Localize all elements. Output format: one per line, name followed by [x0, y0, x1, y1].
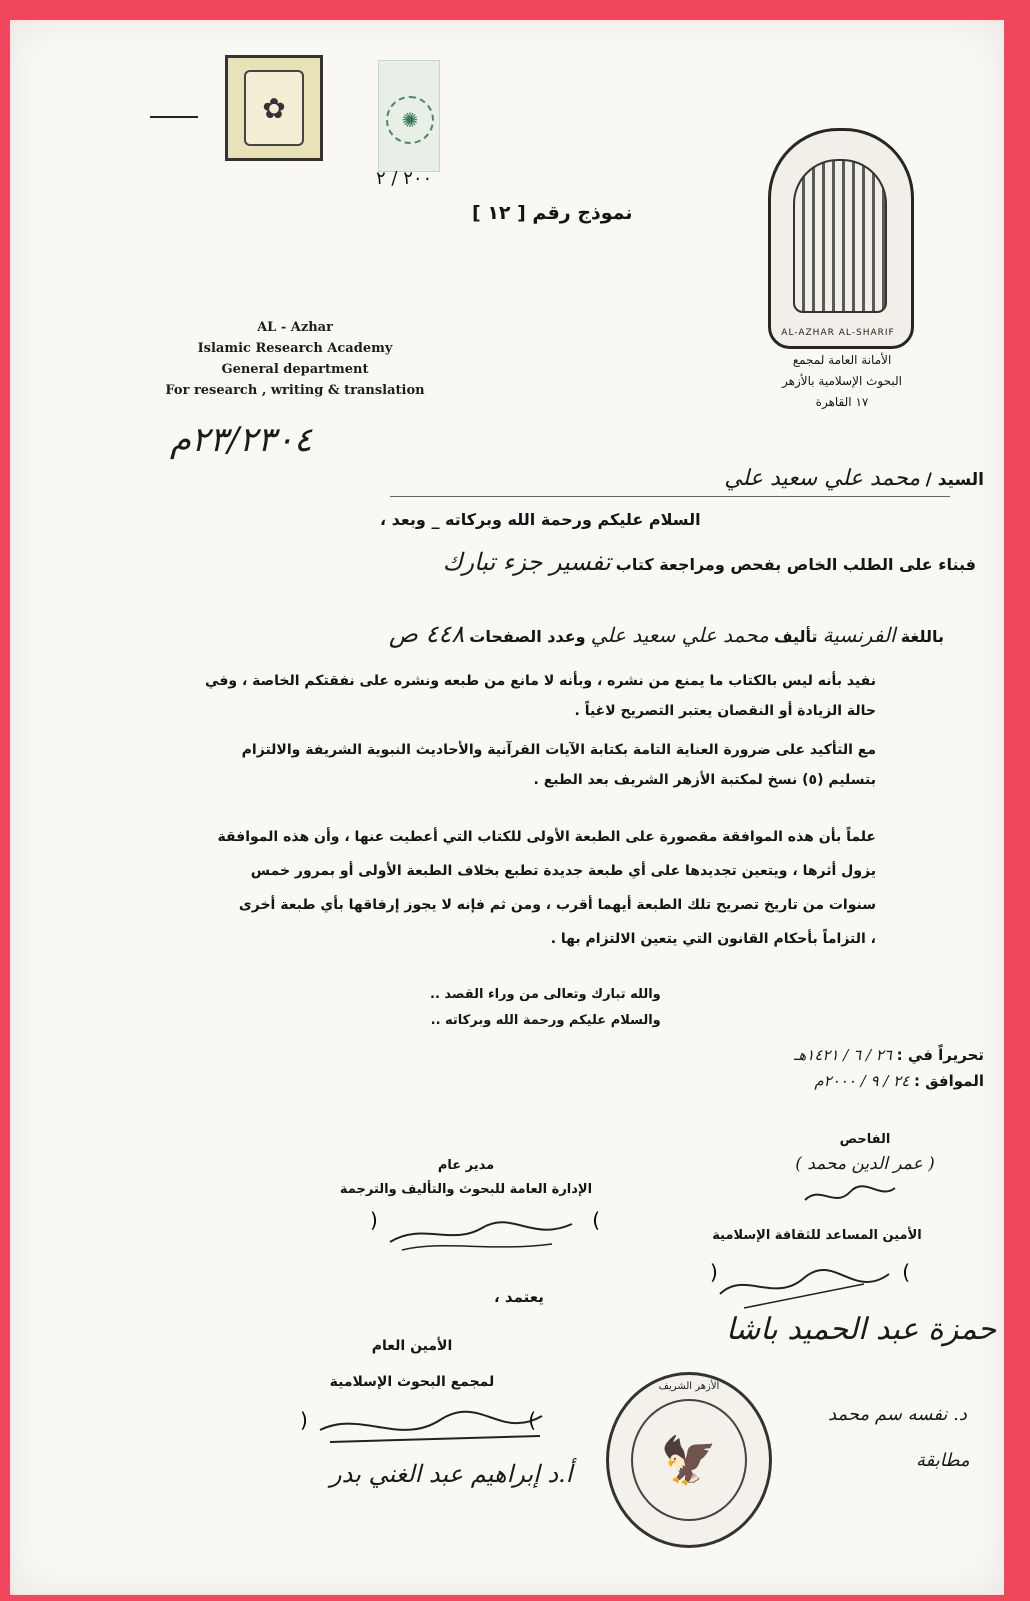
book-pages: ٤٤٨ ص — [388, 620, 465, 648]
closing: والله تبارك وتعالى من وراء القصد .. والسلام عليكم ورحمة الله وبركاته .. — [430, 987, 661, 1028]
gregorian-date: ٢٤ / ٩ / ٢٠٠٠م — [814, 1072, 910, 1090]
book-language: الفرنسية — [822, 623, 896, 647]
al-azhar-logo — [768, 128, 914, 349]
green-stamp — [378, 60, 440, 172]
body-line-2: باللغة الفرنسية تأليف محمد علي سعيد علي وعدد الصفحات ٤٤٨ ص — [388, 620, 944, 648]
stamp-emblem-icon: ✿ — [244, 70, 304, 146]
date-stamp: ٢٠٠ / ٢ — [376, 168, 433, 189]
body-line-1: فبناء على الطلب الخاص بفحص ومراجعة كتاب تفسير جزء تبارك — [442, 548, 976, 576]
assistant-handwritten-name: حمزة عبد الحميد باشا — [726, 1312, 997, 1347]
director-name-brackets: ) ( — [370, 1208, 600, 1232]
seal-text: الأزهر الشريف — [658, 1381, 720, 1392]
issue-dates: تحريراً في : ٢٦ / ٦ / ١٤٢١هـ الموافق : ٢٤ / ٩ / ٢٠٠٠م — [793, 1046, 984, 1090]
eagle-emblem-icon: 🦅 — [631, 1399, 747, 1521]
document-page — [10, 20, 1004, 1595]
reference-number: ٢٣/٢٣٠٤م — [170, 420, 313, 460]
director-block: مدير عام الإدارة العامة للبحوث والتأليف والترجمة — [339, 1158, 593, 1197]
recipient-name: محمد علي سعيد علي — [724, 466, 921, 491]
seal-icon: ✺ — [386, 96, 434, 144]
divider — [150, 116, 198, 118]
body-paragraph-1: نفيد بأنه ليس بالكتاب ما يمنع من نشره ، وبأنه لا مانع من طبعه ونشره على نفقتكم الخاصة ، وفي حالة الزيادة أو النقصان يعتبر التصريح لاغياً . — [205, 673, 876, 719]
director-scribble-icon — [382, 1212, 582, 1256]
sg-scribble-icon — [310, 1406, 550, 1456]
sg-name-brackets: ) ( — [300, 1408, 536, 1432]
examiner-signature: الفاحص ( عمر الدين محمد ) — [795, 1132, 935, 1174]
form-number: نموذج رقم [ ١٢ ] — [472, 202, 633, 224]
hijri-date: ٢٦ / ٦ / ١٤٢١هـ — [793, 1046, 892, 1064]
sg-handwritten-name: أ.د إبراهيم عبد الغني بدر — [330, 1460, 573, 1488]
book-title: تفسير جزء تبارك — [442, 548, 611, 576]
greeting: السلام عليكم ورحمة الله وبركاته _ وبعد ، — [380, 510, 701, 529]
book-author: محمد علي سعيد علي — [590, 623, 769, 647]
logo-address: الأمانة العامة لمجمع البحوث الإسلامية بالأزهر ١٧ القاهرة — [782, 353, 902, 409]
body-paragraph-3: علماً بأن هذه الموافقة مقصورة على الطبعة الأولى للكتاب التي أعطيت عنها ، وأن هذه الموافقة يزول أثرها ، ويتعين تجديدها على أي طبعة جديدة تطبع بخلاف الطبعة الأولى أو بمرور خمس سنوات من تاريخ تصريح تلك الطبعة أيهما أقرب ، ومن ثم فإنه لا يجوز إرفاقها بأي طبعة أخرى ، التزاماً بأحكام القانون التي يتعين الالتزام بها . — [217, 829, 876, 947]
approved-label: يعتمد ، — [494, 1288, 544, 1306]
assistant-name-brackets: ) ( — [710, 1260, 910, 1284]
assistant-scribble-icon — [714, 1264, 894, 1314]
logo-ring-text: AL-AZHAR AL-SHARIF — [781, 328, 895, 338]
secretary-general-block: الأمين العام لمجمع البحوث الإسلامية — [329, 1338, 495, 1390]
minaret-icon — [793, 159, 887, 313]
recipient-line: السيد / محمد علي سعيد علي — [724, 466, 984, 491]
recipient-underline — [390, 496, 950, 497]
body-paragraph-2: مع التأكيد على ضرورة العناية التامة بكتابة الآيات القرآنية والأحاديث النبوية الشريفة والالتزام بتسليم (٥) نسخ لمكتبة الأزهر الشريف بعد الطبع . — [241, 742, 876, 788]
examiner-scribble-icon — [800, 1180, 900, 1210]
side-note-1: د. نفسه سم محمد — [828, 1404, 967, 1425]
side-note-2: مطابقة — [916, 1450, 970, 1471]
official-seal — [606, 1372, 772, 1548]
assistant-title: الأمين المساعد للثقافة الإسلامية — [712, 1228, 922, 1243]
english-header: AL - Azhar Islamic Research Academy General department For research , writing & translation — [165, 320, 425, 398]
revenue-stamp — [225, 55, 323, 161]
